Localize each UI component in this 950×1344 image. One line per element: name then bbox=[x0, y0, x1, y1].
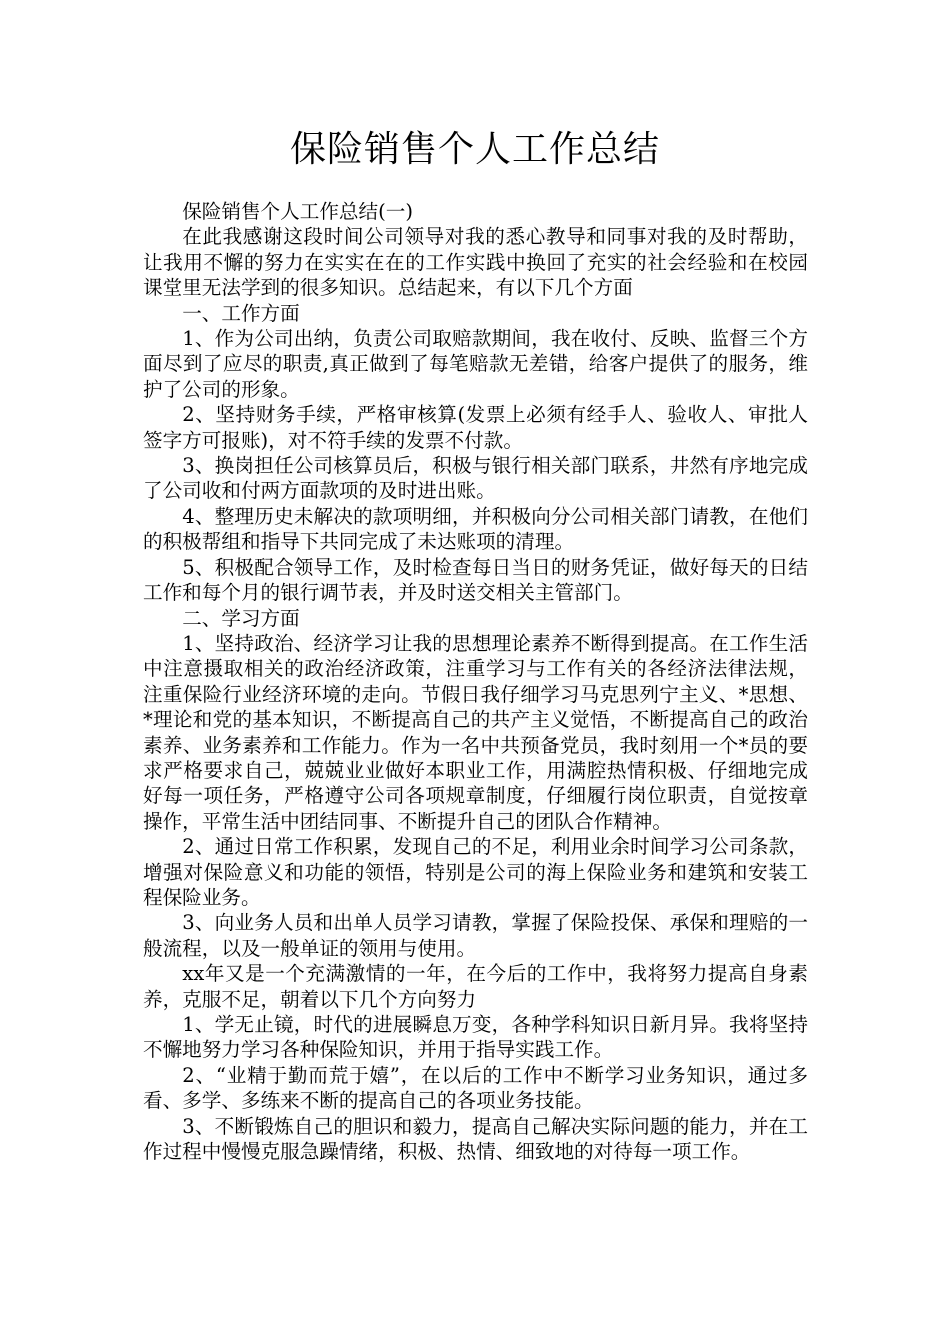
paragraph-plan-intro: xx年又是一个充满激情的一年，在今后的工作中，我将努力提高自身素养，克服不足，朝着以下几个方向努力 bbox=[143, 962, 808, 1011]
paragraph-plan-2: 2、“业精于勤而荒于嬉”，在以后的工作中不断学习业务知识，通过多看、多学、多练来不断的提高自己的各项业务技能。 bbox=[143, 1063, 808, 1113]
paragraph-intro: 在此我感谢这段时间公司领导对我的悉心教导和同事对我的及时帮助，让我用不懈的努力在实实在在的工作实践中换回了充实的社会经验和在校园课堂里无法学到的很多知识。总结起来，有以下几个方面 bbox=[143, 225, 808, 300]
paragraph-subtitle: 保险销售个人工作总结(一) bbox=[182, 200, 414, 223]
document-body bbox=[143, 199, 808, 1164]
section-heading-work: 一、工作方面 bbox=[182, 301, 300, 325]
paragraph-work-2: 2、坚持财务手续，严格审核算(发票上必须有经手人、验收人、审批人签字方可报账)，对不符手续的发票不付款。 bbox=[143, 403, 808, 452]
paragraph-study-3: 3、向业务人员和出单人员学习请教，掌握了保险投保、承保和理赔的一般流程，以及一般单证的领用与使用。 bbox=[143, 911, 808, 960]
paragraph-work-5: 5、积极配合领导工作，及时检查每日当日的财务凭证，做好每天的日结工作和每个月的银行调节表，并及时送交相关主管部门。 bbox=[143, 555, 808, 605]
document-title: 保险销售个人工作总结 bbox=[289, 129, 660, 170]
paragraph-study-2: 2、通过日常工作积累，发现自己的不足，利用业余时间学习公司条款，增强对保险意义和功能的领悟，特别是公司的海上保险业务和建筑和安装工程保险业务。 bbox=[143, 835, 808, 909]
paragraph-study-1: 1、坚持政治、经济学习让我的思想理论素养不断得到提高。在工作生活中注意摄取相关的政治经济政策，注重学习与工作有关的各经济法律法规，注重保险行业经济环境的走向。节假日我仔细学习马克思列宁主义、*思想、*理论和党的基本知识，不断提高自己的共产主义觉悟，不断提高自己的政治素养、业务素养和工作能力。作为一名中共预备党员，我时刻用一个*员的要求严格要求自己，兢兢业业做好本职业工作，用满腔热情积极、仔细地完成好每一项任务，严格遵守公司各项规章制度，仔细履行岗位职责，自觉按章操作，平常生活中团结同事、不断提升自己的团队合作精神。 bbox=[143, 631, 808, 833]
paragraph-work-3: 3、换岗担任公司核算员后，积极与银行相关部门联系，井然有序地完成了公司收和付两方面款项的及时进出账。 bbox=[143, 454, 808, 503]
paragraph-plan-1: 1、学无止镜，时代的进展瞬息万变，各种学科知识日新月异。我将坚持不懈地努力学习各种保险知识，并用于指导实践工作。 bbox=[143, 1013, 808, 1062]
section-heading-study: 二、学习方面 bbox=[182, 606, 300, 630]
paragraph-work-1: 1、作为公司出纳，负责公司取赔款期间，我在收付、反映、监督三个方面尽到了应尽的职责,真正做到了每笔赔款无差错，给客户提供了的服务，维护了公司的形象。 bbox=[143, 327, 808, 401]
paragraph-plan-3: 3、不断锻炼自己的胆识和毅力，提高自己解决实际问题的能力，并在工作过程中慢慢克服急躁情绪，积极、热情、细致地的对待每一项工作。 bbox=[143, 1114, 808, 1164]
paragraph-work-4: 4、整理历史未解决的款项明细，并积极向分公司相关部门请教，在他们的积极帮组和指导下共同完成了未达账项的清理。 bbox=[143, 504, 808, 554]
